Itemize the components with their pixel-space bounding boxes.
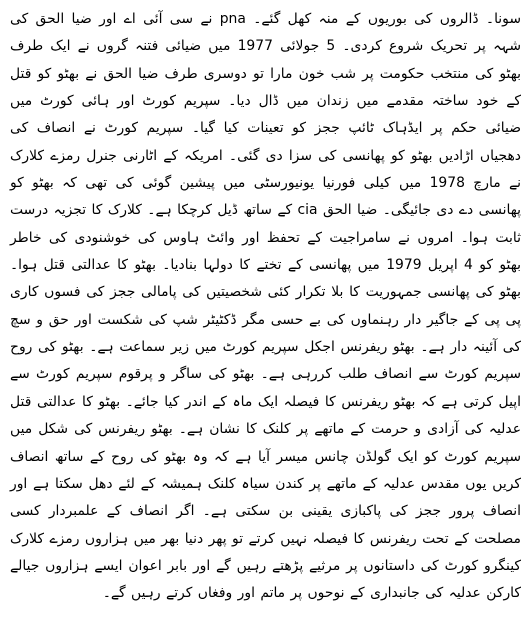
article-body: سونا۔ ڈالروں کی بوریوں کے منہ کھل گئے۔ pna نے سی آئی اے اور ضیا الحق کی شہہ پر تحریک شروع کردی۔ 5 جولائی 1977 میں ضیائی فتنہ گروں نے ایک طرف بھٹو کی منتخب حکومت پر شب خون مارا تو دوسری طرف ضیا الحق نے بھٹو کو قتل کے خود ساختہ مقدمے میں زندان میں ڈال دیا۔ سپریم کورٹ اور ہائی کورٹ میں ضیائی حکم پر ایڈہاک ٹائپ ججز کو تعینات کیا گیا۔ سپریم کورٹ نے انصاف کی دھجیاں اڑادیں بھٹو کو پھانسی کی سزا دی گئی۔ امریکہ کے اٹارنی جنرل رمزے کلارک نے مارچ 1978 میں کیلی فورنیا یونیورسٹی میں پیشین گوئی کی تھی کہ بھٹو کو پھانسی دے دی جائیگی۔ ضیا الحق cia کے ساتھ ڈیل کرچکا ہے۔ کلارک کا تجزیہ درست ثابت ہوا۔ امروں نے سامراجیت کے تحفظ اور وائٹ ہاوس کی خوشنودی کی خاطر بھٹو کو 4 اپریل 1979 میں پھانسی کے تختے کا دولہا بنادیا۔ بھٹو کا عدالتی قتل ہوا۔ بھٹو کی پھانسی جمہوریت کا بلا تکرار کئی شخصیتیں کی پامالی ججز کی فسوں کاری پی پی کے جاگیر دار رہنماوں کی بے حسی مگر ڈکٹیٹر شپ کی شکست اور حق و سچ کی آئینہ دار ہے۔ بھٹو ریفرنس اجکل سپریم کورٹ میں زیر سماعت ہے۔ بھٹو کی روح سپریم کورٹ سے انصاف طلب کررہی ہے۔ بھٹو کی ساگر و پرقوم سپریم کورٹ سے اپیل کرتی ہے کہ بھٹو ریفرنس کا فیصلہ ایک ماہ کے اندر کیا جائے۔ بھٹو کا عدالتی قتل عدلیہ کی آزادی و حرمت کے ماتھے پر کلنک کا نشان ہے۔ بھٹو ریفرنس کی شکل میں سپریم کورٹ کو ایک گولڈن چانس میسر آیا ہے کہ وہ بھٹو کی روح کے ساتھ انصاف کریں یوں مقدس عدلیہ کے ماتھے پر کندن سیاہ کلنک ہمیشہ کے لئے دھل سکتا ہے اور انصاف پرور ججز کی پاکبازی یقینی بن سکتی ہے۔ اگر انصاف کے علمبردار کسی مصلحت کے تحت ریفرنس کا فیصلہ نہیں کرتے تو پھر دنیا بھر میں ہزاروں رمزے کلارک کینگرو کورٹ کی داستانوں پر مرثیے پڑھتے رہیں گے اور بابر اعوان ایسے ہزاروں جیالے کارکن عدلیہ کی جانبداری کے نوحوں پر ماتم اور وفغاں کرتے رہیں گے۔ bbox=[10, 11, 522, 602]
